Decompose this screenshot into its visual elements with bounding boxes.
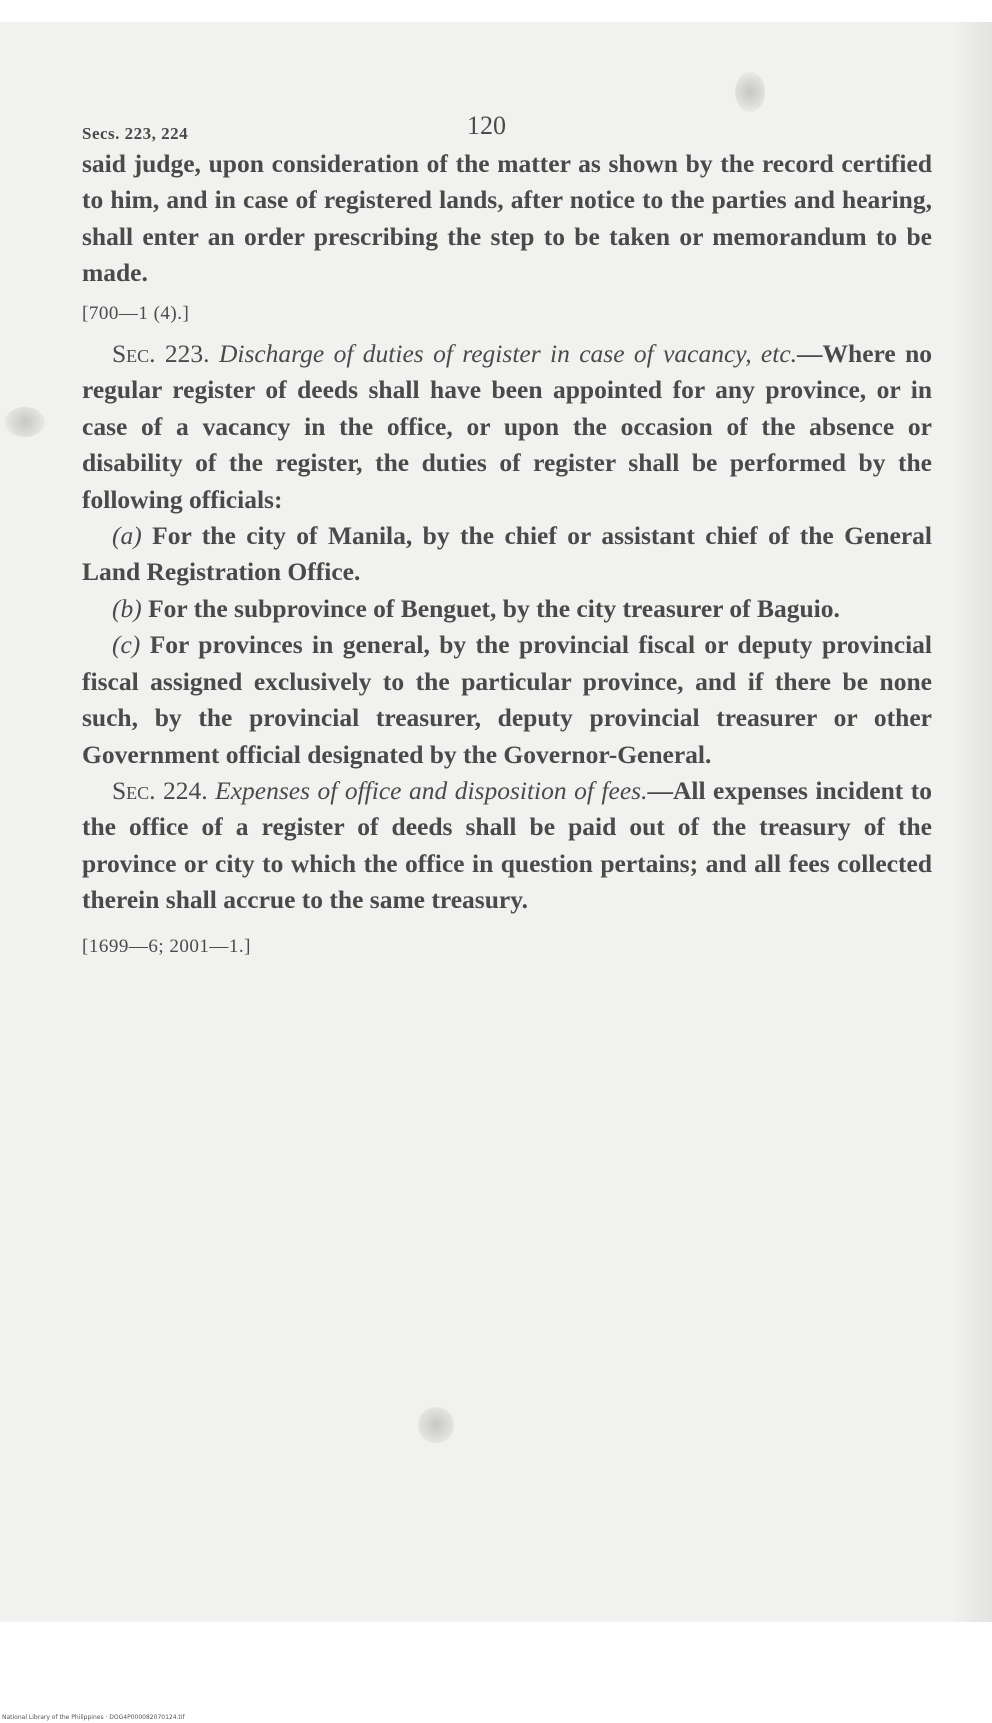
section-label: Sec. 223. — [112, 339, 210, 369]
scan-blemish — [418, 1407, 454, 1443]
page-number: 120 — [467, 111, 506, 140]
item-label: (b) — [112, 593, 142, 623]
section-text: —All expenses incident to the office of a register of deeds shall be paid out of the treasury of the province or city to which the office in question pertains; and all fees collected therein shall accrue to the same treasury. — [82, 775, 932, 915]
list-item-b — [82, 591, 932, 627]
scan-credit: National Library of the Philippines · DOG4P000082070124.tif — [2, 1714, 185, 1721]
citation: [700—1 (4).] — [82, 302, 190, 324]
scan-blemish — [5, 407, 45, 437]
paragraph-continuation: said judge, upon consideration of the matter as shown by the record certified to him, and in case of registered lands, after notice to the parties and hearing, shall enter an order prescribing the step to be taken or memorandum to be made. — [82, 149, 932, 288]
section-title: Expenses of office and disposition of fees. — [215, 775, 648, 805]
list-item-a — [82, 518, 932, 591]
document-page — [82, 88, 932, 969]
section-223 — [82, 336, 932, 518]
section-label: Sec. 224. — [112, 775, 208, 805]
item-text: For provinces in general, by the provincial fiscal or deputy provincial fiscal assigned exclusively to the particular province, and if there be none such, by the provincial treasurer, deputy provincial treasurer or other Government official designated by the Governor-General. — [82, 630, 932, 769]
item-label: (a) — [112, 521, 142, 551]
section-title: Discharge of duties of register in case of vacancy, etc. — [218, 339, 798, 369]
section-224 — [82, 773, 932, 919]
page-header — [82, 88, 932, 146]
running-head-sections: Secs. 223, 224 — [82, 124, 189, 143]
item-text: For the city of Manila, by the chief or assistant chief of the General Land Registration Office. — [82, 521, 932, 587]
scanned-page — [0, 22, 992, 1622]
citation: [1699—6; 2001—1.] — [82, 935, 251, 957]
item-label: (c) — [112, 630, 141, 660]
section-text: —Where no regular register of deeds shall have been appointed for any province, or in case of a vacancy in the office, or upon the occasion of the absence or disability of the register, the duties of register shall be performed by the following officials: — [82, 339, 933, 514]
item-text: For the subprovince of Benguet, by the city treasurer of Baguio. — [141, 593, 840, 623]
list-item-c — [82, 627, 932, 773]
